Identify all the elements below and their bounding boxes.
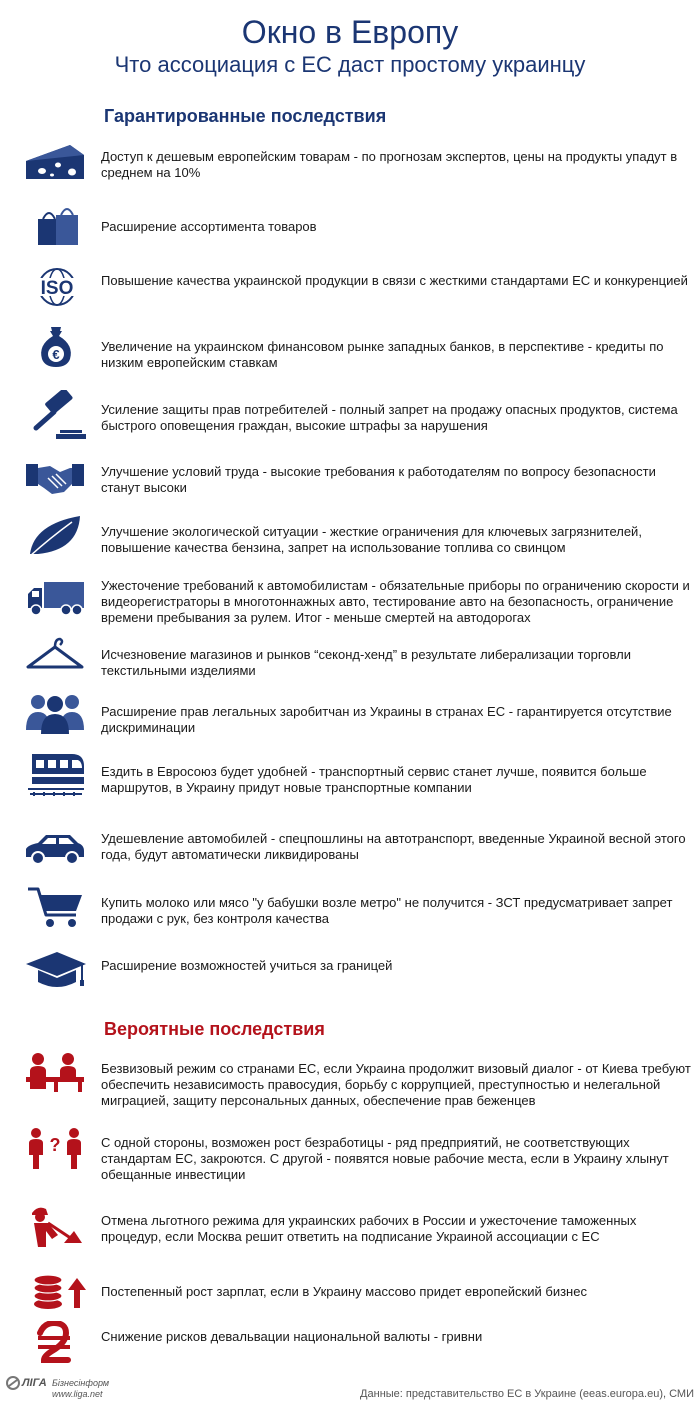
- list-item-text: Безвизовый режим со странами ЕС, если Украина продолжит визовый диалог - от Киева требуют обеспечить независимость правосудия, борьбу с коррупцией, преступностью и нелегальной миграцией, защиту персональных данных, обеспечение прав беженцев: [101, 1061, 691, 1108]
- list-item-text: Ездить в Евросоюз будет удобней - транспортный сервис станет лучше, появится больше маршрутов, в Украину придут новые транспортные компании: [101, 764, 647, 795]
- clothes-hanger-icon: [24, 633, 86, 677]
- section-heading-guaranteed: Гарантированные последствия: [104, 106, 387, 126]
- list-item-text: Расширение возможностей учиться за границей: [101, 958, 393, 973]
- people-group-icon: [24, 690, 86, 734]
- list-item-text: Увеличение на украинском финансовом рынке западных банков, в перспективе - кредиты по низким европейским ставкам: [101, 339, 664, 370]
- list-item-text: С одной стороны, возможен рост безработицы - ряд предприятий, не соответствующих стандартам ЕС, закроются. С другой - появятся новые рабочие места, если в Украину хлынут обещанные инвестиции: [101, 1135, 669, 1182]
- list-item-text: Расширение ассортимента товаров: [101, 219, 317, 234]
- svg-text:€: €: [52, 347, 60, 362]
- list-item-text: Исчезновение магазинов и рынков “секонд-хенд” в результате либерализации торговли текстильными изделиями: [101, 647, 631, 678]
- list-item-text: Улучшение экологической ситуации - жесткие ограничения для ключевых загрязнителей, повышение качества бензина, запрет на использование топлива со свинцом: [101, 524, 642, 555]
- source-note: Данные: представительство ЕС в Украине (eeas.europa.eu), СМИ: [360, 1388, 694, 1400]
- hryvnia-icon: [24, 1321, 86, 1365]
- logo-subtitle: Бізнесінформ: [52, 1378, 110, 1388]
- handshake-icon: [24, 458, 86, 502]
- section-heading-probable: Вероятные последствия: [104, 1019, 325, 1039]
- leaf-icon: [24, 514, 86, 558]
- coins-arrow-up-icon: [24, 1268, 86, 1312]
- shopping-bags-icon: [24, 203, 86, 247]
- worker-shovel-icon: [24, 1203, 86, 1247]
- page-title: Окно в Европу: [241, 14, 459, 50]
- svg-text:ISO: ISO: [40, 278, 74, 299]
- gavel-icon: [24, 390, 86, 440]
- cheese-icon: [24, 141, 86, 185]
- euro-money-bag-icon: [24, 323, 86, 367]
- car-icon: [24, 827, 86, 871]
- list-item-text: Усиление защиты прав потребителей - полный запрет на продажу опасных продуктов, система быстрого оповещения граждан, высокие штрафы за нарушения: [101, 402, 678, 433]
- list-item-text: Снижение рисков девальвации национальной валюты - гривни: [101, 1329, 483, 1344]
- liga-logo: [6, 1374, 126, 1402]
- train-icon: [24, 750, 86, 800]
- list-item-text: Ужесточение требований к автомобилистам - обязательные приборы по ограничению скорости и видеорегистраторы в многотоннажных авто, тестирование авто на безопасность, ограничение времени пребывания за рулем. Итог - меньше смертей на автодорогах: [101, 578, 690, 625]
- job-seekers-icon: [24, 1125, 86, 1169]
- border-control-icon: [24, 1049, 86, 1093]
- logo-url: www.liga.net: [52, 1389, 103, 1399]
- list-item-text: Доступ к дешевым европейским товарам - по прогнозам экспертов, цены на продукты упадут в среднем на 10%: [101, 149, 678, 180]
- liga-logo-mark-icon: [6, 1376, 20, 1390]
- list-item-text: Постепенный рост зарплат, если в Украину массово придет европейский бизнес: [101, 1284, 587, 1299]
- list-item-text: Улучшение условий труда - высокие требования к работодателям по вопросу безопасности станут высоки: [101, 464, 656, 495]
- svg-text:?: ?: [49, 1135, 61, 1155]
- list-item-text: Расширение прав легальных заробитчан из Украины в странах ЕС - гарантируется отсутствие дискриминации: [101, 704, 672, 735]
- list-item-text: Повышение качества украинской продукции в связи с жесткими стандартами ЕС и конкуренцией: [101, 273, 688, 288]
- truck-icon: [24, 576, 86, 620]
- graduation-cap-icon: [24, 948, 86, 992]
- shopping-cart-icon: [24, 885, 86, 929]
- list-item-text: Отмена льготного режима для украинских рабочих в России и ужесточение таможенных процедур, если Москва решит ответить на подписание Украиной ассоциации с ЕС: [101, 1213, 637, 1244]
- list-item-text: Купить молоко или мясо "у бабушки возле метро" не получится - ЗСТ предусматривает запрет продажи с рук, без контроля качества: [101, 895, 673, 926]
- page-subtitle: Что ассоциация с ЕС даст простому украинцу: [114, 52, 586, 77]
- logo-name: ЛIГА: [22, 1377, 47, 1389]
- list-item-text: Удешевление автомобилей - спецпошлины на автотранспорт, введенные Украиной весной этого года, будут автоматически ликвидированы: [101, 831, 686, 862]
- iso-icon: [24, 265, 86, 309]
